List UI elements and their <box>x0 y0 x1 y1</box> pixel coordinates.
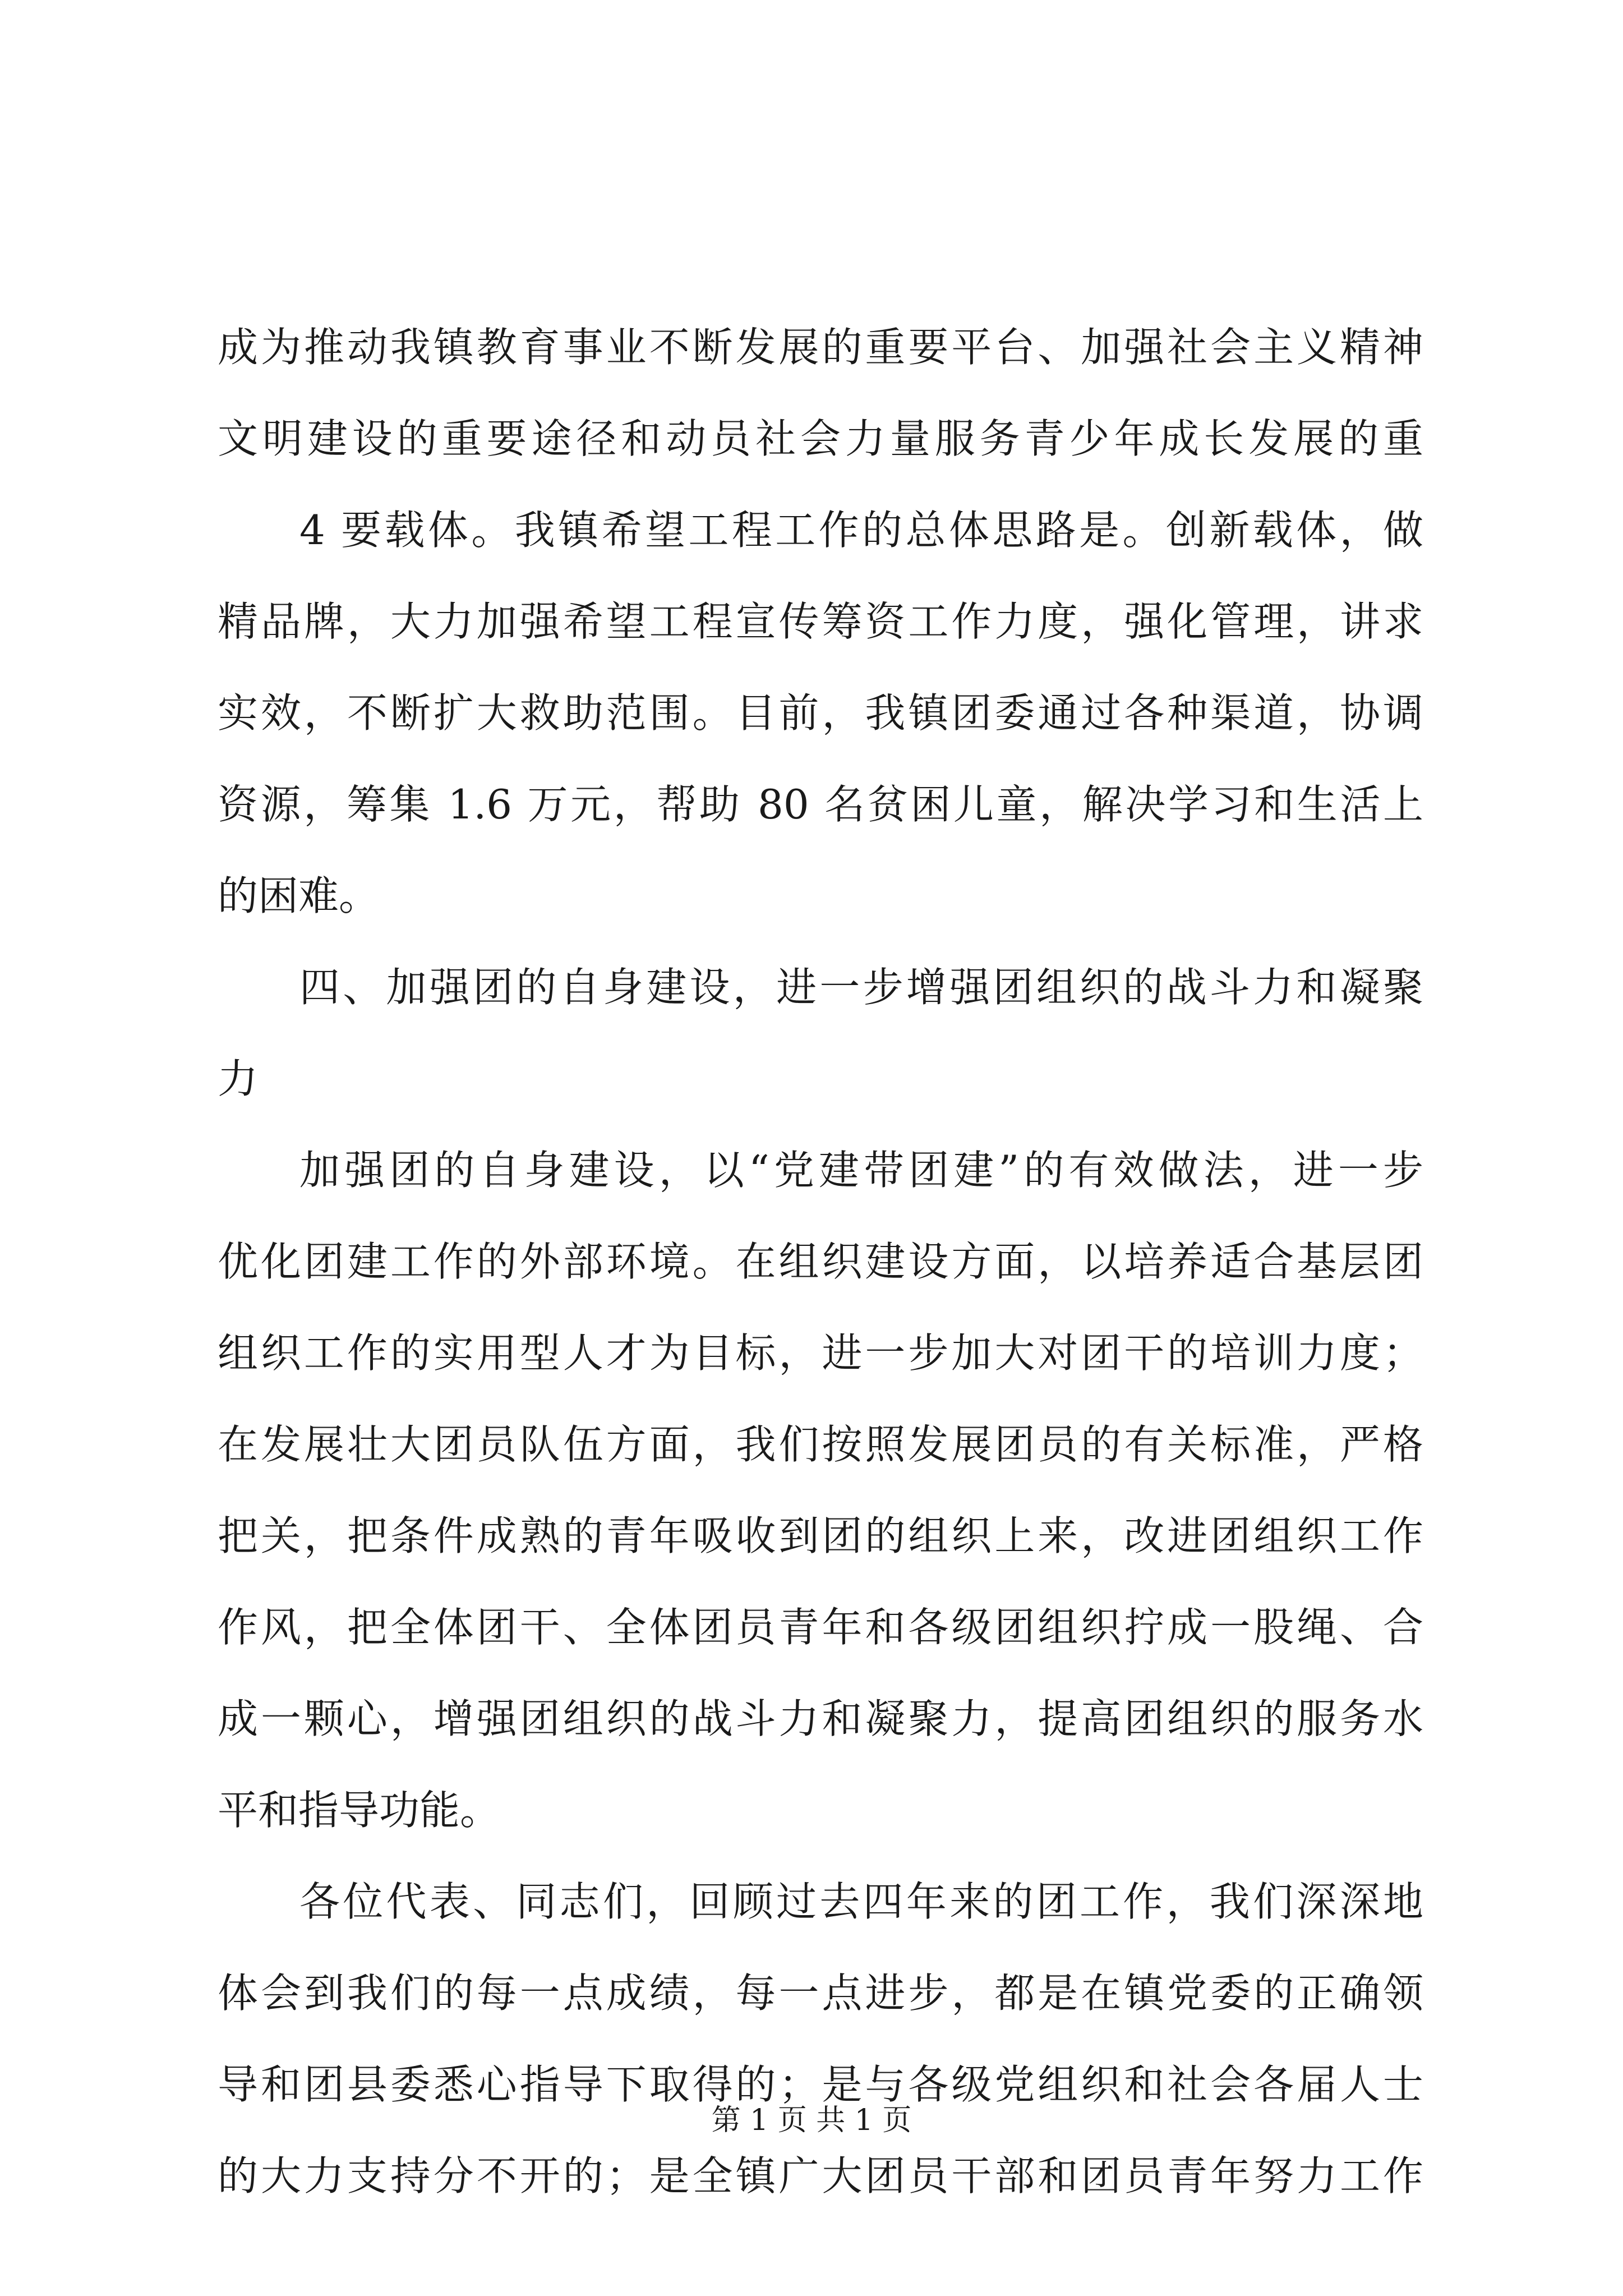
text-line: 导和团县委悉心指导下取得的；是与各级党组织和社会各届人士 <box>218 2061 1423 2108</box>
text-line: 资源，筹集 1.6 万元，帮助 80 名贫困儿童，解决学习和生活上 <box>218 781 1423 828</box>
text-line: 在发展壮大团员队伍方面，我们按照发展团员的有关标准，严格 <box>218 1421 1423 1468</box>
text-line: 的大力支持分不开的；是全镇广大团员干部和团员青年努力工作 <box>218 2152 1423 2200</box>
text-line: 精品牌，大力加强希望工程宣传筹资工作力度，强化管理，讲求 <box>218 598 1423 645</box>
text-line: 加强团的自身建设，以“党建带团建”的有效做法，进一步 <box>299 1147 1423 1194</box>
text-line: 各位代表、同志们，回顾过去四年来的团工作，我们深深地 <box>299 1878 1423 1925</box>
text-line: 成一颗心，增强团组织的战斗力和凝聚力，提高团组织的服务水 <box>218 1695 1423 1742</box>
page-footer: 第 1 页 共 1 页 <box>711 2104 912 2137</box>
text-line: 平和指导功能。 <box>218 1787 501 1834</box>
document-body <box>218 302 1423 2222</box>
text-line: 成为推动我镇教育事业不断发展的重要平台、加强社会主义精神 <box>218 324 1423 371</box>
text-line: 文明建设的重要途径和动员社会力量服务青少年成长发展的重 <box>218 415 1423 462</box>
text-line: 实效，不断扩大救助范围。目前，我镇团委通过各种渠道，协调 <box>218 689 1423 737</box>
text-line: 的困难。 <box>218 872 380 919</box>
text-line: 四、加强团的自身建设，进一步增强团组织的战斗力和凝聚 <box>299 964 1423 1011</box>
text-line: 体会到我们的每一点成绩，每一点进步，都是在镇党委的正确领 <box>218 1970 1423 2017</box>
text-line: 作风，把全体团干、全体团员青年和各级团组织拧成一股绳、合 <box>218 1604 1423 1651</box>
text-line: 优化团建工作的外部环境。在组织建设方面，以培养适合基层团 <box>218 1238 1423 1285</box>
text-line: 把关，把条件成熟的青年吸收到团的组织上来，改进团组织工作 <box>218 1512 1423 1559</box>
text-line: 4 要载体。我镇希望工程工作的总体思路是。创新载体，做 <box>299 507 1423 554</box>
text-line: 组织工作的实用型人才为目标，进一步加大对团干的培训力度； <box>218 1329 1423 1377</box>
text-line: 力 <box>218 1055 259 1102</box>
